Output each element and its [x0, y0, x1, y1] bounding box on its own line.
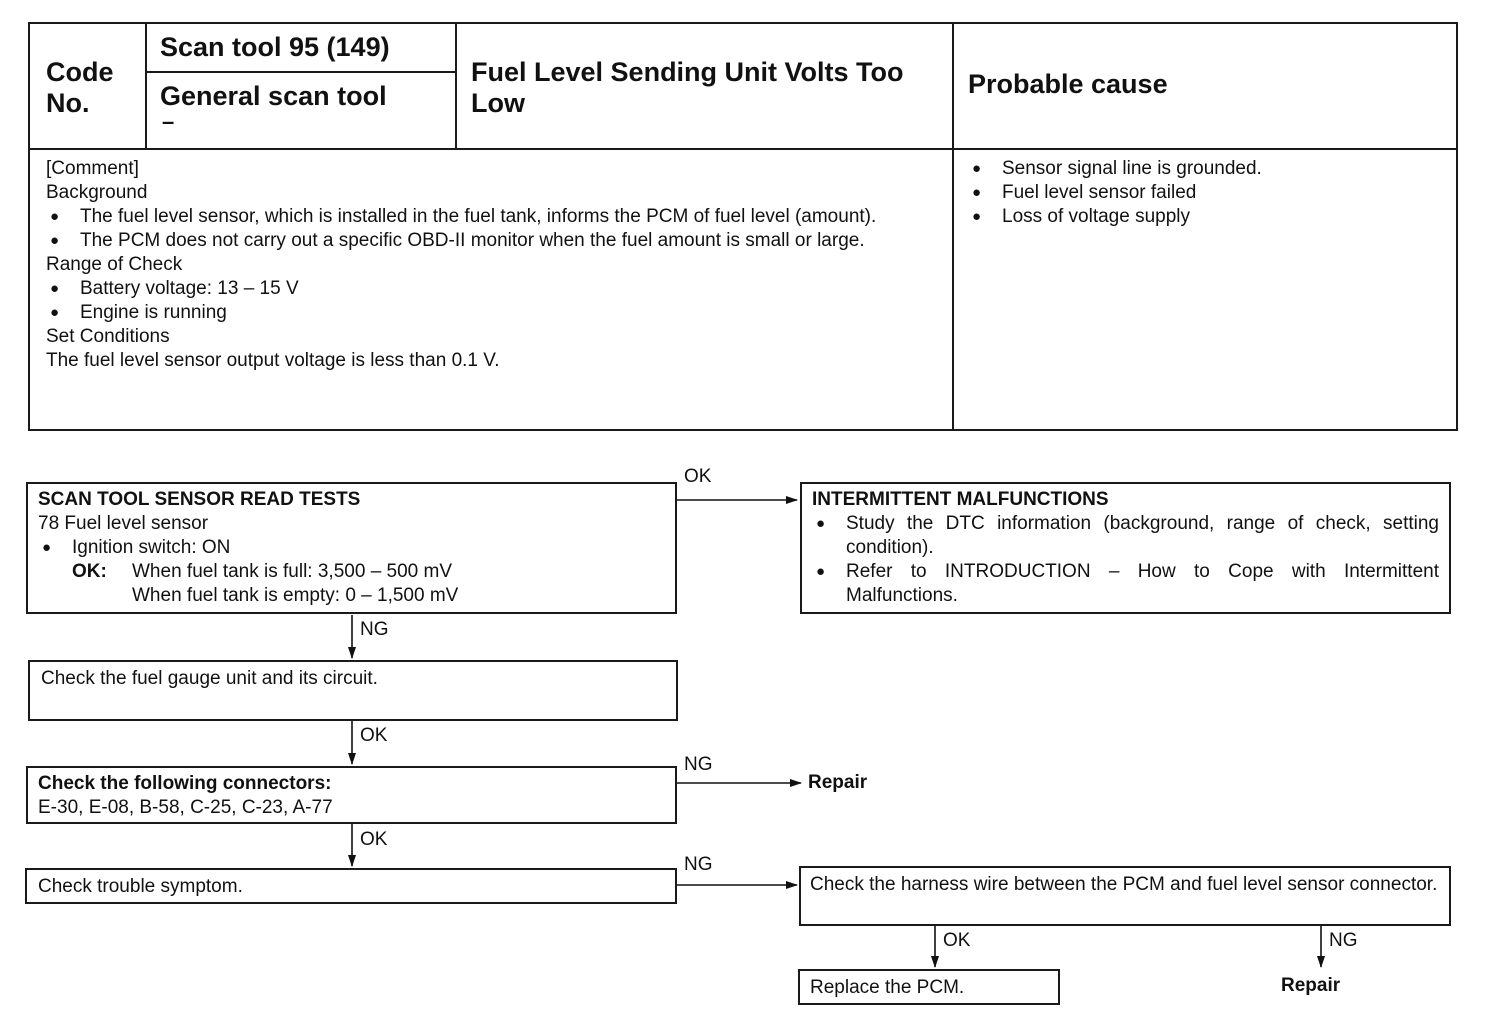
- ng-label-1: NG: [360, 619, 389, 640]
- check-harness-box: [799, 866, 1451, 926]
- general-scan-tool-heading: General scan tool: [160, 81, 387, 111]
- scan-test-list: [38, 536, 675, 560]
- intermittent-list: [812, 512, 1439, 608]
- list-item: ● Battery voltage: 13 – 15 V: [46, 277, 937, 301]
- range-label: Range of Check: [46, 254, 183, 275]
- repair-label-2: Repair: [1281, 975, 1341, 996]
- check-connectors-title: Check the following connectors:: [38, 773, 332, 794]
- check-harness-text: Check the harness wire between the PCM and fuel level sensor connector.: [810, 874, 1438, 895]
- comment-label: [Comment]: [46, 158, 139, 179]
- list-item: ● Study the DTC information (background, range of check, setting condition).: [812, 512, 1439, 560]
- background-label: Background: [46, 182, 148, 203]
- list-item: ● Fuel level sensor failed: [968, 181, 1438, 205]
- list-item: ● Refer to INTRODUCTION – How to Cope with Intermittent Malfunctions.: [812, 560, 1439, 608]
- ok-label: OK:: [72, 561, 107, 582]
- check-symptom-text: Check trouble symptom.: [38, 876, 243, 897]
- probable-cause-heading: Probable cause: [968, 69, 1168, 99]
- set-conditions-text: The fuel level sensor output voltage is less than 0.1 V.: [46, 350, 500, 371]
- ok-empty-value: When fuel tank is empty: 0 – 1,500 mV: [132, 585, 459, 606]
- scan-tool-95-heading: Scan tool 95 (149): [160, 32, 390, 62]
- code-no-heading: Code No.: [46, 57, 114, 118]
- dtc-title: Fuel Level Sending Unit Volts Too Low: [471, 57, 904, 118]
- check-gauge-box: [28, 660, 678, 721]
- list-item: ● Ignition switch: ON: [38, 536, 675, 560]
- connector-list: E-30, E-08, B-58, C-25, C-23, A-77: [38, 797, 333, 818]
- ng-label-4: NG: [1329, 930, 1358, 951]
- replace-pcm-text: Replace the PCM.: [810, 977, 965, 998]
- list-item: ● Engine is running: [46, 301, 937, 325]
- check-symptom-box: [25, 868, 677, 904]
- check-gauge-text: Check the fuel gauge unit and its circuit.: [41, 668, 378, 689]
- list-item: ● Sensor signal line is grounded.: [968, 157, 1438, 181]
- intermittent-box: [800, 482, 1451, 614]
- list-item: ● Loss of voltage supply: [968, 205, 1438, 229]
- ng-label-3: NG: [684, 854, 713, 875]
- replace-pcm-box: [798, 969, 1060, 1005]
- ng-label-2: NG: [684, 754, 713, 775]
- ok-label-4: OK: [943, 930, 971, 951]
- check-connectors-box: [26, 766, 677, 824]
- ok-label-2: OK: [360, 725, 388, 746]
- general-scan-tool-value: –: [162, 109, 175, 134]
- scan-tool-test-box: [26, 482, 677, 614]
- ok-label-3: OK: [360, 829, 388, 850]
- list-item: ● The PCM does not carry out a specific OBD-II monitor when the fuel amount is small or large.: [46, 229, 937, 253]
- scan-test-title: SCAN TOOL SENSOR READ TESTS: [38, 489, 361, 510]
- ok-full-value: When fuel tank is full: 3,500 – 500 mV: [132, 561, 453, 582]
- ok-label-1: OK: [684, 466, 712, 487]
- scan-test-item: 78 Fuel level sensor: [38, 513, 209, 534]
- list-item: ● The fuel level sensor, which is installed in the fuel tank, informs the PCM of fuel level (amount).: [46, 205, 937, 229]
- intermittent-title: INTERMITTENT MALFUNCTIONS: [812, 489, 1109, 510]
- repair-label-1: Repair: [808, 772, 868, 793]
- set-conditions-label: Set Conditions: [46, 326, 170, 347]
